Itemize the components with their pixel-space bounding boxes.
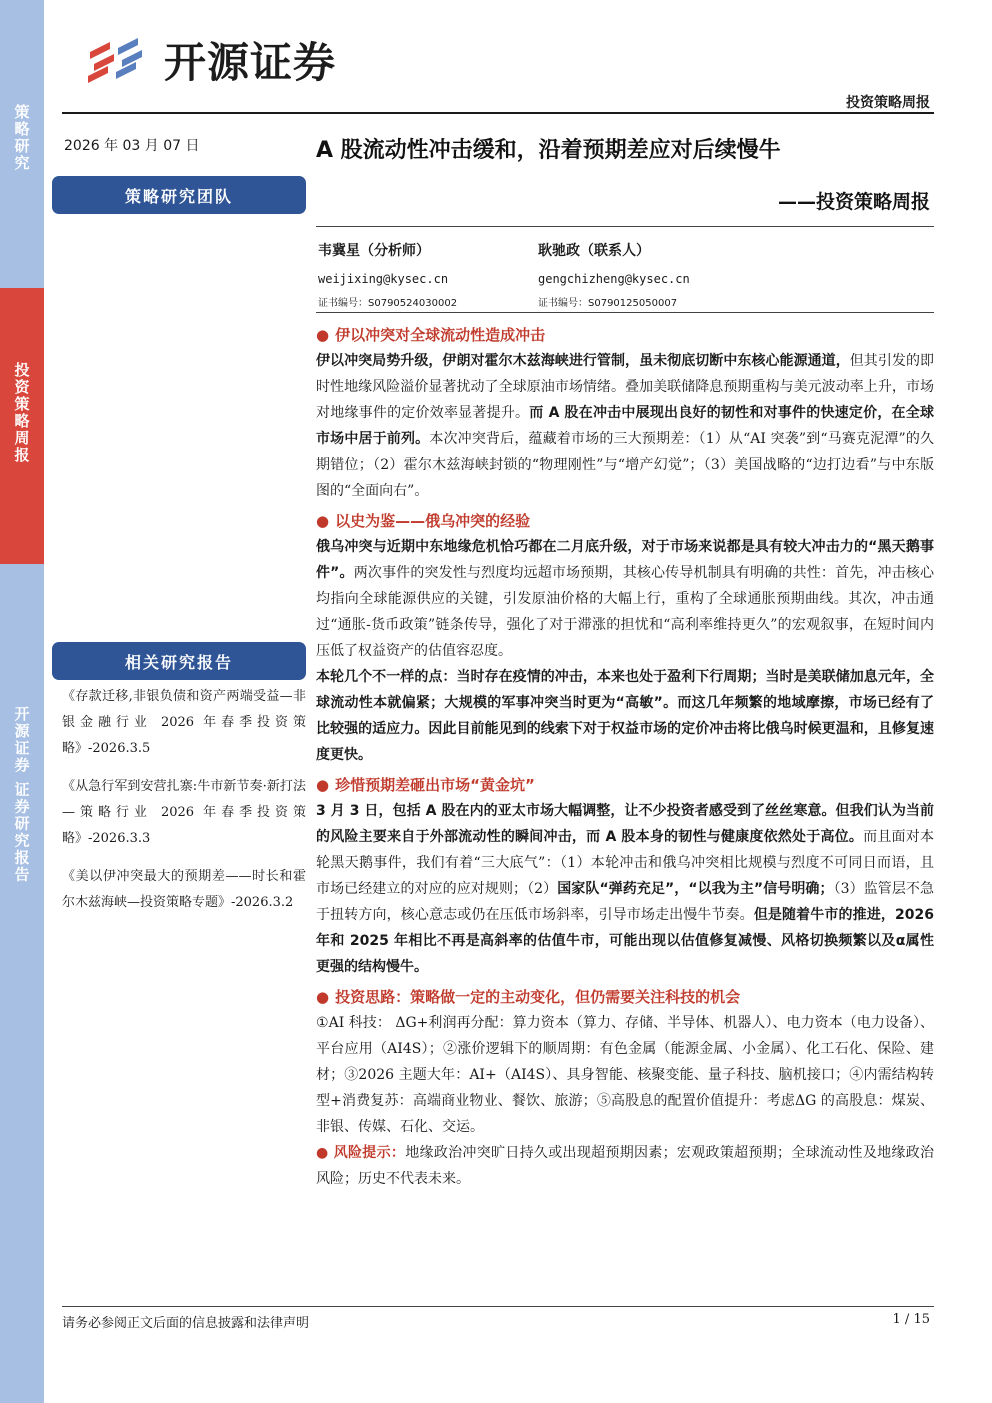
section-heading: ● 伊以冲突对全球流动性造成冲击 [316, 326, 546, 344]
analyst-email[interactable]: weijixing@kysec.cn [318, 272, 449, 286]
section-paragraph: 俄乌冲突与近期中东地缘危机恰巧都在二月底升级，对于市场来说都是具有较大冲击力的“黑天鹅事件”。两次事件的突发性与烈度均远超市场预期，其核心传导机制具有明确的共性：首先，冲击核心均指向全球能源供应的关键，引发原油价格的大幅上行，重构了全球通胀预期曲线。其次，冲击通过“通胀-货币政策”链条传导，强化了对于滞涨的担忧和“高利率维持更久”的宏观叙事，在短时间内压低了权益资产的估值容忍度。 [316, 539, 935, 659]
analyst-cert: 证书编号：S0790524030002 [318, 298, 458, 309]
related-report-link[interactable]: 《存款迁移,非银负债和资产两端受益—非银金融行业 2026 年春季投资策略》-2026.3.5 [62, 689, 306, 756]
footer-divider [62, 1306, 934, 1307]
section-paragraph: 3 月 3 日，包括 A 股在内的亚太市场大幅调整，让不少投资者感受到了丝丝寒意。但我们认为当前的风险主要来自于外部流动性的瞬间冲击，而 A 股本身的韧性与健康度依然处于高位。而且面对本轮黑天鹅事件，我们有着“三大底气”：（1）本轮冲击和俄乌冲突相比规模与烈度不可同日而语，且市场已经建立的对应的应对规则；（2）国家队“弹药充足”，“以我为主”信号明确；（3）监管层不急于扭转方向，核心意志或仍在压低市场斜率，引导市场走出慢牛节奏。但是随着牛市的推进，2026 年和 2025 年相比不再是高斜率的估值牛市，可能出现以估值修复减慢、风格切换频繁以及α属性更强的结构慢牛。 [316, 803, 935, 975]
sidebar-segment-brand: 开源证券 证券研究报告 [0, 566, 44, 1403]
logo-mark-icon [88, 32, 156, 88]
brand-name: 开源证券 [164, 38, 337, 87]
analyst-name: 韦冀星（分析师） [318, 243, 430, 259]
section-paragraph: 伊以冲突局势升级，伊朗对霍尔木兹海峡进行管制，虽未彻底切断中东核心能源通道，但其引发的即时性地缘风险溢价显著扰动了全球原油市场情绪。叠加美联储降息预期重构与美元波动率上升，市场对地缘事件的定价效率显著提升。而 A 股在冲击中展现出良好的韧性和对事件的快速定价，在全球市场中居于前列。本次冲突背后，蕴藏着市场的三大预期差：（1）从“AI 突袭”到“马赛克泥潭”的久期错位；（2）霍尔木兹海峡封锁的“物理刚性”与“增产幻觉”；（3）美国战略的“边打边看”与中东版图的“全面向右”。 [316, 353, 935, 499]
analyst-email[interactable]: gengchizheng@kysec.cn [538, 272, 690, 286]
section-paragraph: 本轮几个不一样的点：当时存在疫情的冲击，本来也处于盈利下行周期；当时是美联储加息元年，全球流动性本就偏紧；大规模的军事冲突当时更为“高敏”。而这几年频繁的地域摩擦，市场已经有了比较强的适应力。因此目前能见到的线索下对于权益市场的定价冲击将比俄乌时候更温和，且修复速度更快。 [316, 669, 934, 763]
section-heading: ● 珍惜预期差砸出市场“黄金坑” [316, 776, 535, 794]
bullet-icon: ● [316, 988, 330, 1006]
bullet-icon: ● [316, 512, 330, 530]
sidebar-segment-strategy: 策略研究 [0, 100, 44, 286]
header-report-type: 投资策略周报 [846, 95, 930, 111]
team-box-title: 策略研究团队 [52, 176, 306, 214]
section-heading: ● 投资思路：策略做一定的主动变化，但仍需要关注科技的机会 [316, 988, 741, 1006]
report-date: 2026 年 03 月 07 日 [64, 138, 200, 154]
analyst-card [538, 240, 690, 309]
related-report-link[interactable]: 《美以伊冲突最大的预期差——时长和霍尔木兹海峡—投资策略专题》-2026.3.2 [62, 869, 306, 910]
footer-disclaimer: 请务必参阅正文后面的信息披露和法律声明 [62, 1316, 310, 1331]
section-paragraph: ①AI 科技： ΔG+利润再分配：算力资本（算力、存储、半导体、机器人）、电力资本（电力设备）、平台应用（AI4S）；②涨价逻辑下的顺周期：有色金属（能源金属、小金属）、化工石化、保险、建材；③2026 主题大年：AI+（AI4S）、具身智能、核聚变能、量子科技、脑机接口；④内需结构转型+消费复苏：高端商业物业、餐饮、旅游；⑤高股息的配置价值提升：考虑ΔG 的高股息：煤炭、非银、传媒、石化、交运。 [316, 1015, 934, 1135]
bullet-icon: ● [316, 776, 330, 794]
report-body [316, 322, 934, 1192]
page-number: 1 / 15 [892, 1312, 930, 1327]
header-divider [62, 112, 934, 114]
bullet-icon: ● [316, 1145, 334, 1161]
risk-paragraph: ● 风险提示：地缘政治冲突旷日持久或出现超预期因素；宏观政策超预期；全球流动性及地缘政治风险；历史不代表未来。 [316, 1145, 935, 1187]
sub-title: ——投资策略周报 [777, 191, 930, 213]
section-heading: ● 以史为鉴——俄乌冲突的经验 [316, 512, 531, 530]
related-report-link[interactable]: 《从急行军到安营扎寨:牛市新节奏·新打法—策略行业 2026 年春季投资策略》-2026.3.3 [62, 779, 306, 846]
analyst-name: 耿驰政（联系人） [538, 243, 650, 259]
analyst-cert: 证书编号：S0790125050007 [538, 298, 678, 309]
analyst-divider [316, 312, 934, 313]
analyst-card [318, 240, 457, 309]
sidebar-segment-report-type: 投资策略周报 [0, 288, 44, 564]
risk-label: 风险提示： [333, 1145, 406, 1161]
related-box-title: 相关研究报告 [52, 642, 306, 680]
title-divider [316, 226, 934, 227]
main-title: A 股流动性冲击缓和，沿着预期差应对后续慢牛 [316, 138, 781, 163]
brand-logo [88, 30, 336, 90]
bullet-icon: ● [316, 326, 330, 344]
related-reports-list [62, 684, 306, 928]
